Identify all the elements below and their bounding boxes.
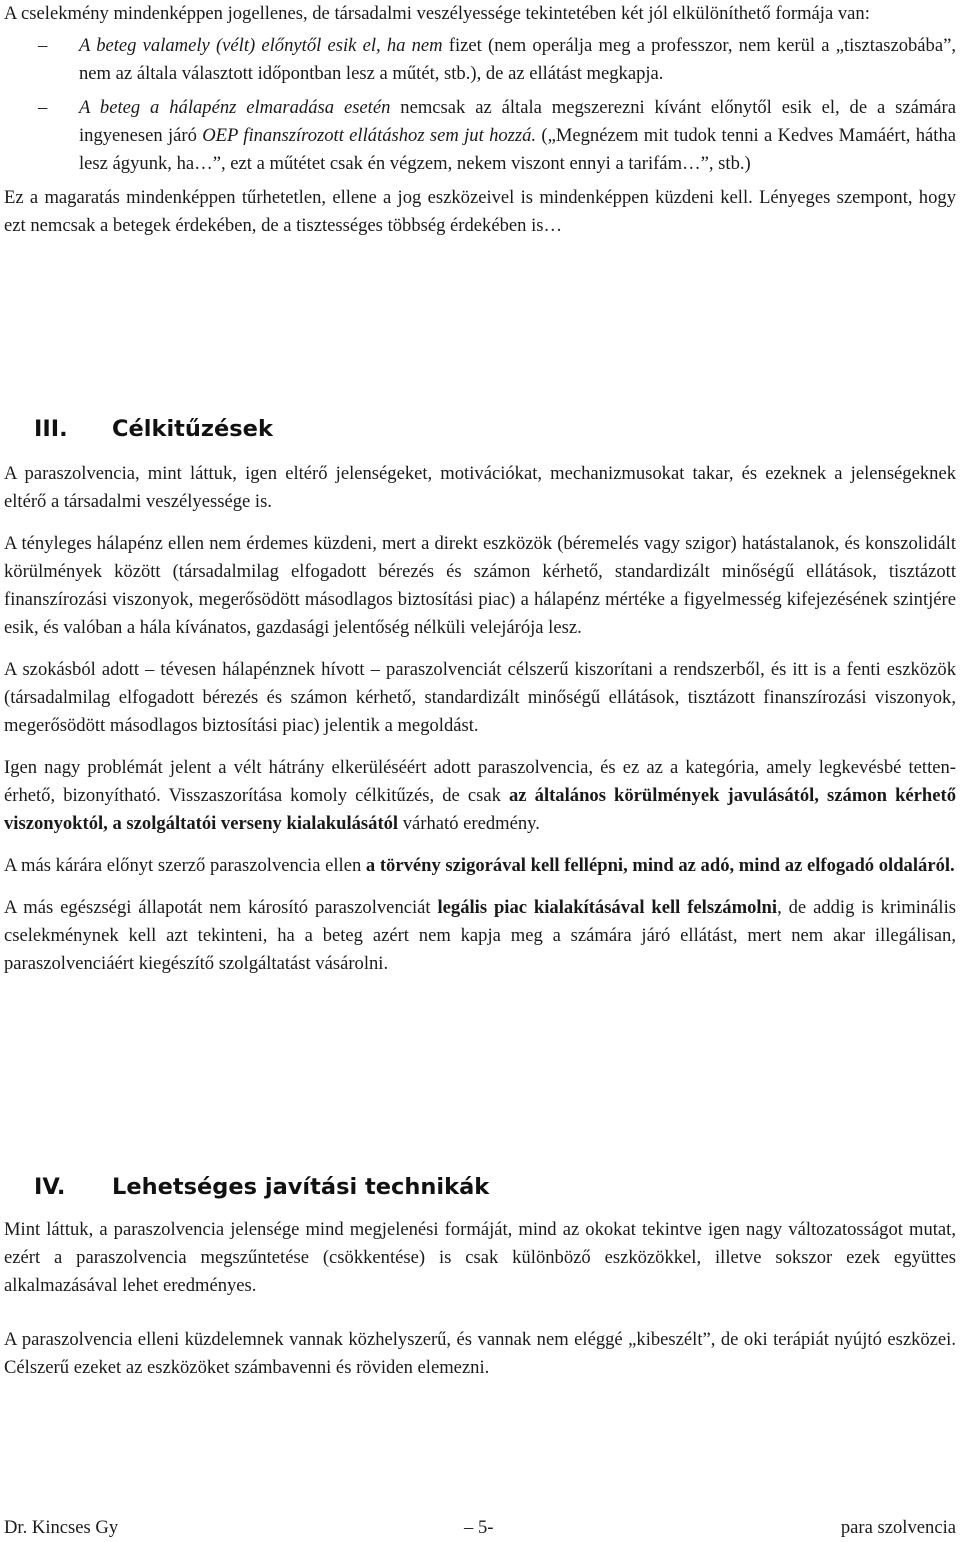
intro-lead: A cselekmény mindenképpen jogellenes, de társadalmi veszélyessége tekintetében két jól elkülöníthető formája van: [4,3,870,24]
bullet-item-1 [4,32,956,88]
section-3-body [4,460,956,978]
bullet-dash: – [38,35,48,56]
footer-author: Dr. Kincses Gy [4,1517,119,1538]
bullet-list [4,32,956,178]
section-3-paragraph-3: A szokásból adott – tévesen hálapénznek hívott – paraszolvenciát célszerű kiszorítani a rendszerből, és itt is a fenti eszközök (társadalmilag elfogadott bérezés és számon kérhető, standardizált minőségű ellátások, tisztázott finanszírozási viszonyok, megerősödött másodlagos biztosítási piac) jelentik a megoldást. [4,659,956,736]
section-3-paragraph-2: A tényleges hálapénz ellen nem érdemes küzdeni, mert a direkt eszközök (béremelés vagy szigor) hatástalanok, és konszolidált körülmények között (társadalmilag elfogadott bérezés és számon kérhető, standardizált minőségű ellátások, tisztázott finanszírozási viszonyok, megerősödött másodlagos biztosítási piac) a hálapénz mértéke a figyelmesség kifejezésének szintjére esik, és valóban a hála kívánatos, gazdasági jelentőség nélküli velejárója lesz. [4,533,956,638]
p4-text-c: várható eredmény. [398,813,540,834]
p6-text-c: , de addig is kriminális cselekménynek kell azt tekinteni, ha a beteg azért nem kapja meg a számára járó ellátást, mert nem akar illegálisan, paraszolvenciáért kiegészítő szolgáltatást vásárolni. [4,897,956,974]
p4-bold: az általános körülmények javulásától, számon kérhető viszonyoktól, a szolgáltatói verseny kialakulásától [4,785,956,834]
section-3-title: Célkitűzések [112,416,273,442]
section-3-paragraph-1: A paraszolvencia, mint láttuk, igen eltérő jelenségeket, motivációkat, mechanizmusokat takar, és ezeknek a jelenségeknek eltérő a társadalmi veszélyessége is. [4,463,956,512]
bullet-dash: – [38,97,48,118]
section-4-heading [0,1172,489,1202]
bullet-2-italic: A beteg a hálapénz elmaradása esetén [79,97,391,118]
intro-paragraph: Ez a magaratás mindenképpen tűrhetetlen, ellene a jog eszközeivel is mindenképpen küzdeni kell. Lényeges szempont, hogy ezt nemcsak a betegek érdekében, de a tisztességes többség érdekében is… [4,187,956,236]
section-3-paragraph-5 [4,852,956,880]
bullet-1-text: fizet (nem operálja meg a professzor, nem kerül a „tisztaszobába”, nem az általa választott időpontban lesz a műtét, stb.), de az ellátást megkapja. [79,35,956,84]
section-4-paragraph-2: A paraszolvencia elleni küzdelemnek vannak közhelyszerű, és vannak nem eléggé „kibeszélt”, de oki terápiát nyújtó eszközei. Célszerű ezeket az eszközöket számbavenni és röviden elemezni. [4,1329,956,1378]
bullet-2-text: nemcsak az általa megszerezni kívánt előnytől esik el, de a számára ingyenesen járó [79,97,956,146]
bullet-item-2 [4,94,956,178]
section-3-number: III. [34,416,68,442]
bullet-1-italic: A beteg valamely (vélt) előnytől esik el, ha nem [79,35,443,56]
p4-text-a: Igen nagy problémát jelent a vélt hátrány elkerüléséért adott paraszolvencia, és ez az a kategória, amely legkevésbé tetten-érhető, bizonyítható. Visszaszorítása komoly célkitűzés, de csak [4,757,956,806]
p6-bold: legális piac kialakításával kell felszámolni [437,897,778,918]
bullet-2-rest: („Megnézem mit tudok tenni a Kedves Mamáért, hátha lesz ágyunk, ha…”, ezt a műtétet csak én végzem, nekem viszont ennyi a tarifám…”, stb.) [79,125,956,174]
footer-page-number: – 5- [464,1517,494,1538]
section-3-paragraph-4 [4,754,956,838]
bullet-2-italic-2: OEP finanszírozott ellátáshoz sem jut hozzá. [202,125,537,146]
document-page [4,0,956,240]
section-4-number: IV. [34,1174,66,1200]
section-4-body [4,1216,956,1382]
section-4-title: Lehetséges javítási technikák [112,1174,490,1200]
footer-topic: para szolvencia [840,1517,956,1538]
p6-text-a: A más egészségi állapotát nem károsító paraszolvenciát [4,897,438,918]
p5-bold: a törvény szigorával kell fellépni, mind az adó, mind az elfogadó oldaláról. [365,855,955,876]
p5-text-a: A más kárára előnyt szerző paraszolvencia ellen [4,855,366,876]
section-4-paragraph-1: Mint láttuk, a paraszolvencia jelensége mind megjelenési formáját, mind az okokat tekintve igen nagy változatosságot mutat, ezért a paraszolvencia megszűntetése (csökkentése) is csak különböző eszközökkel, illetve sokszor ezek együttes alkalmazásával lehet eredményes. [4,1219,956,1296]
section-3-heading [0,414,273,444]
section-3-paragraph-6 [4,894,956,978]
